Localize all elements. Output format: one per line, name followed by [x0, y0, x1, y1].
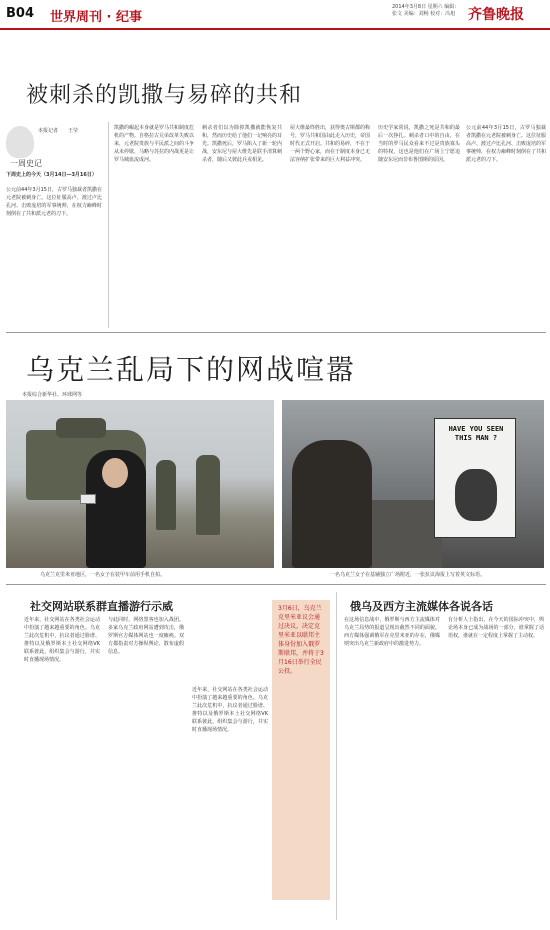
- author-label: 本报记者: [38, 128, 59, 134]
- page-number: B04: [6, 6, 34, 21]
- column-divider: [108, 122, 109, 328]
- column-name: 一周史记: [10, 159, 42, 168]
- section-divider: [6, 332, 546, 333]
- woman-face: [102, 458, 128, 488]
- author-block: [6, 122, 96, 170]
- article2-byline: 本报综合新华社、环球网等: [22, 392, 83, 398]
- woman-silhouette: [292, 440, 372, 568]
- article1-col3: 刺杀者们以为除掉凯撒就能恢复共和，然而历史给了他们一记响亮的耳光。凯撒死后，罗马陷入了新一轮内战，安东尼与屋大维先是联手清算刺杀者，随后又彼此兵戎相见。: [202, 125, 282, 163]
- article1-col1: 公元前44年3月15日，古罗马独裁者凯撒在元老院被刺身亡。这位征服高卢、渡过卢比孔河、击败庞培的军事统帅，在权力巅峰时刻倒在了共和派元老的刀下。: [6, 187, 102, 217]
- date-info: 2014年3月8日 星期六 编辑：张文 美编：刘畅 校对：冯旭: [392, 4, 460, 17]
- article1-col2: 凯撒的崛起本身就是罗马共和制度危机的产物。自格拉古兄弟改革失败以来，元老院贵族与平民派之间的斗争从未停歇，马略与苏拉的内战更是让罗马城血流成河。: [114, 125, 194, 163]
- photo-selfie-tank: [6, 400, 274, 568]
- tank-turret: [56, 418, 106, 438]
- article1-col4: 屋大维最终胜出，获得奥古斯都的称号，罗马共和国由此走入历史，帝国时代正式开启。共和的易碎，不在于一两个野心家，而在于制度本身已无法容纳扩张带来的巨大利益冲突。: [290, 125, 370, 163]
- phone-icon: [80, 494, 96, 504]
- section-title: 世界周刊 · 纪事: [50, 10, 142, 25]
- article1-col5: 历史学家常说，凯撒之死是共和的最后一次挣扎。刺杀者口中的自由，在当时的罗马民众看来不过是贵族寡头的特权，这也是他们在广场上宁愿追随安东尼而非布鲁图斯的原因。: [378, 125, 460, 163]
- soldier-right: [196, 455, 220, 535]
- newspaper-logo: 齐鲁晚报: [468, 7, 524, 23]
- subhead-media: 俄乌及西方主流媒体各说各话: [350, 600, 493, 613]
- article1-col5b: 公元前44年3月15日，古罗马独裁者凯撒在元老院被刺身亡。这位征服高卢、渡过卢比孔河、击败庞培的军事统帅，在权力巅峰时刻倒在了共和派元老的刀下。: [466, 125, 546, 163]
- article2-col-b: 与此同时，网络黑客也加入战团。多家乌克兰政府网站遭到攻击，俄罗斯官方媒体网站也一度瘫痪。双方都指责对方操纵舆论、散布虚假信息。: [108, 617, 184, 655]
- photo2-caption: 一名乌克兰女子在基辅独立广场附近，一张抗议海报上写着英文标语。: [330, 572, 486, 578]
- caption-divider: [6, 584, 546, 585]
- page-header: [0, 0, 550, 30]
- quote-box: 3月6日，乌克兰克里米亚议会通过决议，决定克里米亚以联邦主体身份加入俄罗斯联邦，并将于3月16日举行全民公投。: [272, 600, 330, 900]
- article2-col-d: 有分析人士指出，在今天的国际冲突中，舆论场本身已成为战场的一部分，谁掌握了话语权，谁就在一定程度上掌握了主动权。: [448, 617, 544, 639]
- article1-lead: 下周史上的今天（3月14日—3月16日）: [6, 172, 97, 178]
- article2-col-c: 在这场信息战中，俄罗斯与西方主流媒体对乌克兰局势的报道呈现出截然不同的面貌。西方媒体强调俄军在克里米亚的存在，俄媒则突出乌克兰新政府中的激进势力。: [344, 617, 440, 647]
- poster-portrait: [455, 469, 497, 521]
- article2-col-a: 近年来，社交网站在各类社会运动中扮演了越来越重要的角色。乌克兰此次危机中，抗议者通过脸谱、推特以及俄罗斯本土社交网络VK联系彼此，组织集会与游行，并实时直播现场情况。: [24, 617, 100, 663]
- poster-text: HAVE YOU SEEN THIS MAN ?: [448, 425, 504, 442]
- article1-title: 被刺杀的凯撒与易碎的共和: [26, 83, 303, 108]
- photo1-caption: 乌克兰克里米亚地区，一名女子在装甲车前用手机自拍。: [40, 572, 166, 578]
- article2-col-a2: 近年来，社交网站在各类社会运动中扮演了越来越重要的角色。乌克兰此次危机中，抗议者通过脸谱、推特以及俄罗斯本土社交网络VK联系彼此，组织集会与游行，并实时直播现场情况。: [192, 687, 268, 733]
- photo-poster-woman: [282, 400, 544, 568]
- author-portrait: [6, 126, 34, 158]
- column-divider-2: [336, 592, 337, 920]
- crowd-shape: [372, 500, 442, 568]
- soldier-left: [156, 460, 176, 530]
- subhead-social-networks: 社交网站联系群直播游行示威: [30, 600, 173, 613]
- article2-title: 乌克兰乱局下的网战喧嚣: [26, 353, 357, 386]
- author-name: 王莹: [68, 128, 79, 134]
- protest-poster: [434, 418, 516, 538]
